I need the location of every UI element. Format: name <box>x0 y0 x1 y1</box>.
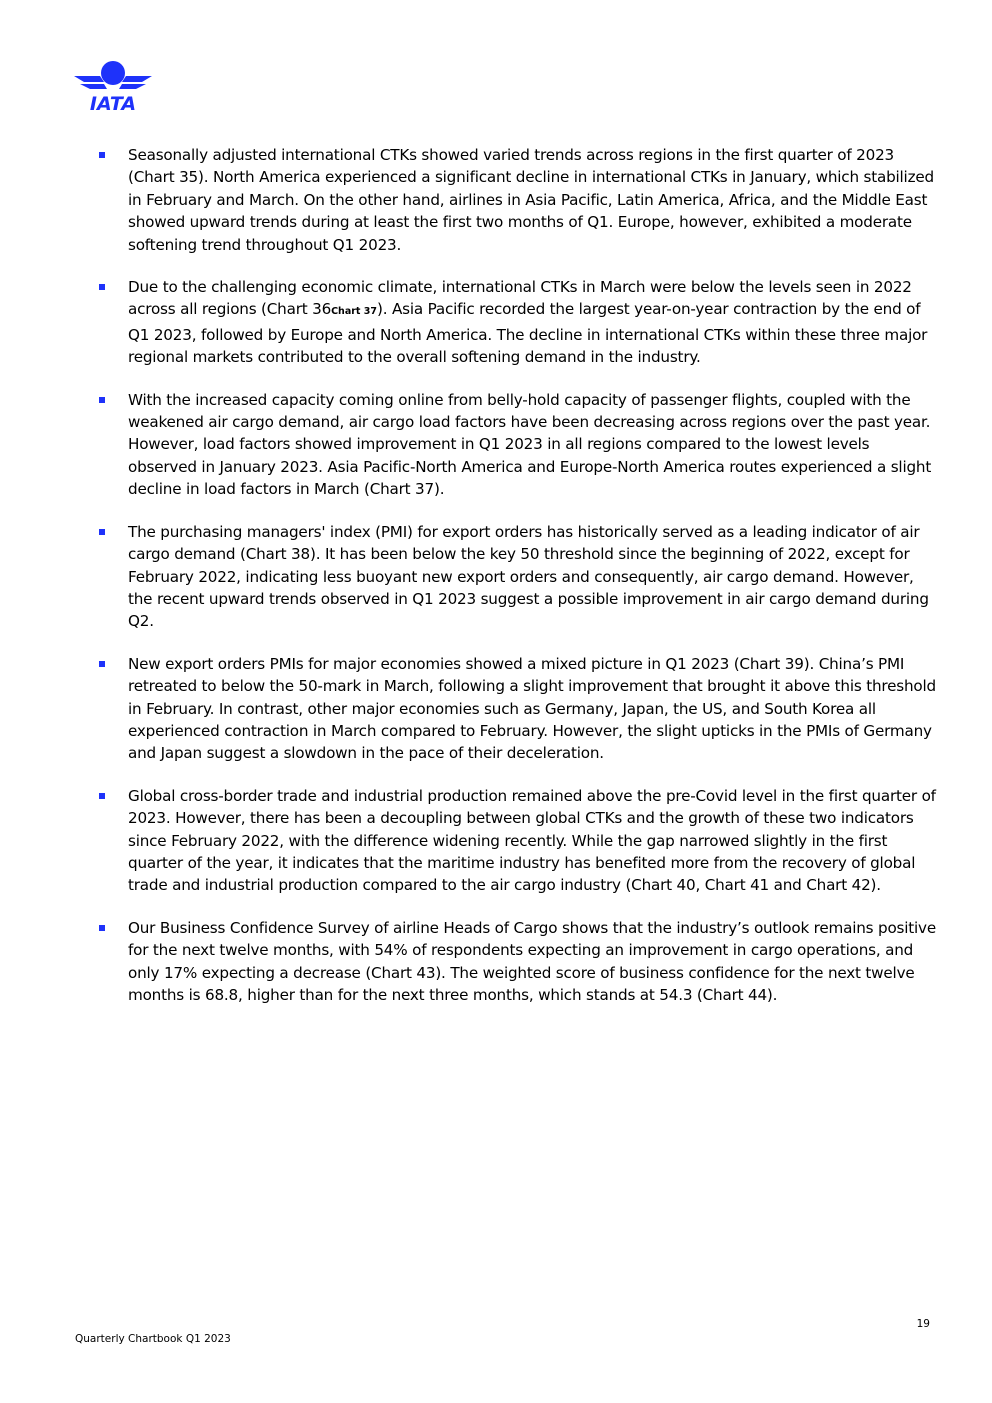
bullet-square-icon <box>99 793 105 799</box>
iata-logo <box>74 60 152 112</box>
bullet-text: Our Business Confidence Survey of airline Heads of Cargo shows that the industry’s outlook remains positive for the next twelve months, with 54% of respondents expecting an improvement in cargo operations, and only 17% expecting a decrease (Chart 43). The weighted score of business confidence for the next twelve months is 68.8, higher than for the next three months, which stands at 54.3 (Chart 44). <box>128 918 936 1004</box>
bullet-text <box>128 278 927 366</box>
bullet-square-icon <box>99 284 105 290</box>
bullet-item-business-confidence <box>96 917 936 1007</box>
bullet-square-icon <box>99 152 105 158</box>
chart-reference-small: Chart 37 <box>331 306 377 318</box>
svg-text:IATA: IATA <box>89 93 137 112</box>
bullet-square-icon <box>99 529 105 535</box>
bullet-item-load-factors <box>96 389 936 501</box>
bullet-text: New export orders PMIs for major economies showed a mixed picture in Q1 2023 (Chart 39). China’s PMI retreated to below the 50-mark in March, following a slight improvement that brought it above this threshold in February. In contrast, other major economies such as Germany, Japan, the US, and South Korea all experienced contraction in March compared to February. However, the slight upticks in the PMIs of Germany and Japan suggest a slowdown in the pace of their deceleration. <box>128 654 936 763</box>
bullet-list <box>96 144 936 1026</box>
bullet-text: The purchasing managers' index (PMI) for export orders has historically served as a leading indicator of air cargo demand (Chart 38). It has been below the key 50 threshold since the beginning of 2022, except for February 2022, indicating less buoyant new export orders and consequently, air cargo demand. However, the recent upward trends observed in Q1 2023 suggest a possible improvement in air cargo demand during Q2. <box>128 522 929 631</box>
bullet-square-icon <box>99 661 105 667</box>
bullet-item-pmi-export-orders <box>96 521 936 633</box>
bullet-item-ctk-vs-2022 <box>96 276 936 369</box>
page-number: 19 <box>916 1318 930 1330</box>
footer-document-title: Quarterly Chartbook Q1 2023 <box>75 1333 231 1345</box>
bullet-text: With the increased capacity coming online from belly-hold capacity of passenger flights, coupled with the weakened air cargo demand, air cargo load factors have been decreasing across regions over the past year. However, load factors showed improvement in Q1 2023 in all regions compared to the lowest levels observed in January 2023. Asia Pacific-North America and Europe-North America routes experienced a slight decline in load factors in March (Chart 37). <box>128 390 932 499</box>
bullet-text-after: ). Asia Pacific recorded the largest year-on-year contraction by the end of Q1 2023, followed by Europe and North America. The decline in international CTKs within these three major regional markets contributed to the overall softening demand in the industry. <box>128 300 928 367</box>
bullet-text: Global cross-border trade and industrial production remained above the pre-Covid level in the first quarter of 2023. However, there has been a decoupling between global CTKs and the growth of these two indicators since February 2022, with the difference widening recently. While the gap narrowed slightly in the first quarter of the year, it indicates that the maritime industry has benefited more from the recovery of global trade and industrial production compared to the air cargo industry (Chart 40, Chart 41 and Chart 42). <box>128 786 936 895</box>
bullet-text-before: Due to the challenging economic climate, international CTKs in March were below the levels seen in 2022 across all regions (Chart 36 <box>128 278 912 319</box>
bullet-item-trade-industrial-production <box>96 785 936 897</box>
bullet-text: Seasonally adjusted international CTKs showed varied trends across regions in the first quarter of 2023 (Chart 35). North America experienced a significant decline in international CTKs in January, which stabilized in February and March. On the other hand, airlines in Asia Pacific, Latin America, Africa, and the Middle East showed upward trends during at least the first two months of Q1. Europe, however, exhibited a moderate softening trend throughout Q1 2023. <box>128 146 934 254</box>
bullet-item-major-economies-pmi <box>96 653 936 765</box>
bullet-item-regional-ctk-trends <box>96 144 936 256</box>
iata-logo-icon <box>74 60 152 112</box>
bullet-square-icon <box>99 925 105 931</box>
bullet-square-icon <box>99 397 105 403</box>
